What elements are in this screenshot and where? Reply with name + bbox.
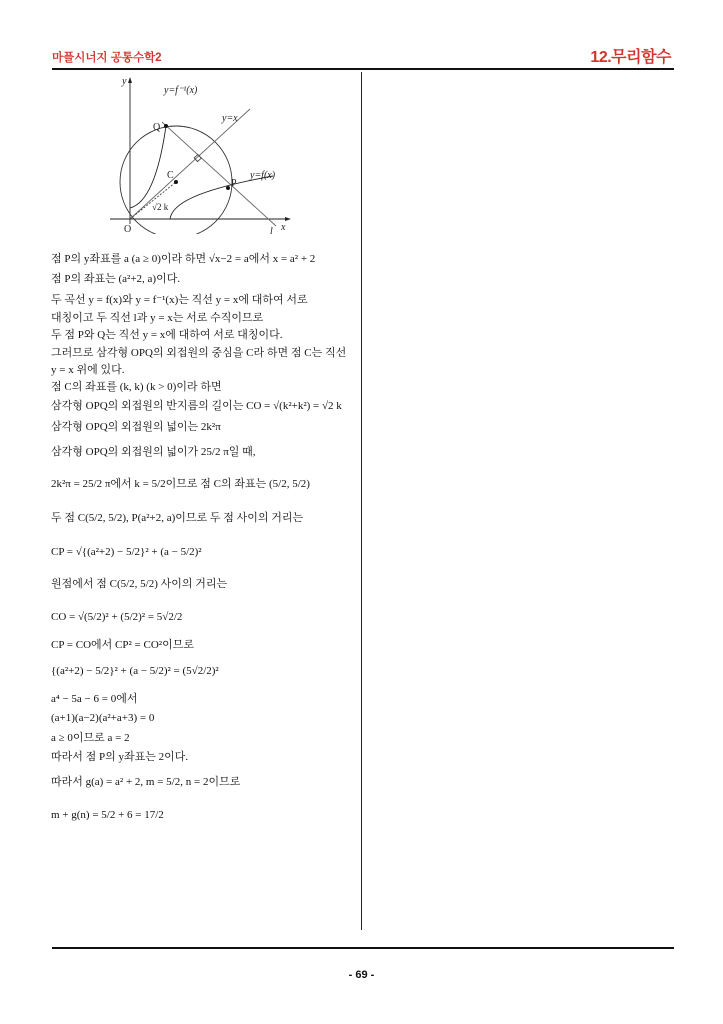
label-O: O xyxy=(124,224,132,234)
label-l: l xyxy=(270,226,273,234)
label-Q: Q xyxy=(153,122,161,133)
solution-line: 대칭이고 두 직선 l과 y = x는 서로 수직이므로 xyxy=(51,312,264,324)
point-C xyxy=(174,180,178,184)
solution-line: 두 점 P와 Q는 직선 y = x에 대하여 서로 대칭이다. xyxy=(51,329,283,341)
solution-line: CP = √{(a²+2) − 5/2}² + (a − 5/2)² xyxy=(51,546,202,558)
figure-graph xyxy=(100,74,300,234)
header-chapter-title: 12.무리함수 xyxy=(590,49,671,66)
label-r2k: √2 k xyxy=(152,202,169,212)
solution-line: 그러므로 삼각형 OPQ의 외접원의 중심을 C라 하면 점 C는 직선 xyxy=(51,347,347,359)
label-f: y=f(x) xyxy=(250,170,276,181)
solution-line: 두 점 C(5/2, 5/2), P(a²+2, a)이므로 두 점 사이의 거리는 xyxy=(51,512,304,524)
solution-line: a⁴ − 5a − 6 = 0에서 xyxy=(51,693,138,705)
point-Q xyxy=(164,124,168,128)
label-x-axis: x xyxy=(281,222,286,233)
solution-line: 따라서 g(a) = a² + 2, m = 5/2, n = 2이므로 xyxy=(51,776,241,788)
label-y-axis: y xyxy=(122,76,127,87)
label-finv: y=f⁻¹(x) xyxy=(164,85,198,96)
solution-line: y = x 위에 있다. xyxy=(51,364,125,376)
solution-line: {(a²+2) − 5/2}² + (a − 5/2)² = (5√2/2)² xyxy=(51,665,219,677)
solution-line: 원점에서 점 C(5/2, 5/2) 사이의 거리는 xyxy=(51,578,228,590)
solution-line: 삼각형 OPQ의 외접원의 반지름의 길이는 CO = √(k²+k²) = √2 k xyxy=(51,400,342,412)
header-book-title: 마플시너지 공통수학2 xyxy=(52,52,162,64)
solution-line: 점 P의 y좌표를 a (a ≥ 0)이라 하면 √x−2 = a에서 x = a² + 2 xyxy=(51,253,316,265)
solution-line: a ≥ 0이므로 a = 2 xyxy=(51,732,130,744)
solution-line: 점 C의 좌표를 (k, k) (k > 0)이라 하면 xyxy=(51,381,222,393)
solution-line: 두 곡선 y = f(x)와 y = f⁻¹(x)는 직선 y = x에 대하여 서로 xyxy=(51,294,308,306)
label-P: P xyxy=(231,178,237,189)
label-C: C xyxy=(167,170,174,181)
solution-line: CP = CO에서 CP² = CO²이므로 xyxy=(51,639,194,651)
solution-line: 삼각형 OPQ의 외접원의 넓이가 25/2 π일 때, xyxy=(51,446,256,458)
header-rule xyxy=(52,68,674,70)
solution-line: 삼각형 OPQ의 외접원의 넓이는 2k²π xyxy=(51,421,221,433)
label-yx: y=x xyxy=(222,113,238,124)
solution-line: CO = √(5/2)² + (5/2)² = 5√2/2 xyxy=(51,611,183,623)
radius-CO xyxy=(130,182,176,219)
solution-line: 점 P의 좌표는 (a²+2, a)이다. xyxy=(51,273,181,285)
line-y-eq-x xyxy=(130,109,250,219)
page-number: - 69 - xyxy=(348,969,375,981)
column-divider xyxy=(361,72,362,930)
curve-finv xyxy=(130,126,166,208)
solution-line: 따라서 점 P의 y좌표는 2이다. xyxy=(51,751,189,763)
solution-line: m + g(n) = 5/2 + 6 = 17/2 xyxy=(51,809,164,821)
curve-f xyxy=(170,176,273,219)
solution-line: 2k²π = 25/2 π에서 k = 5/2이므로 점 C의 좌표는 (5/2, 5/2) xyxy=(51,478,310,490)
point-P xyxy=(226,186,230,190)
solution-line: (a+1)(a−2)(a²+a+3) = 0 xyxy=(51,712,155,724)
footer-rule xyxy=(52,947,674,949)
right-angle-mark xyxy=(194,155,201,162)
